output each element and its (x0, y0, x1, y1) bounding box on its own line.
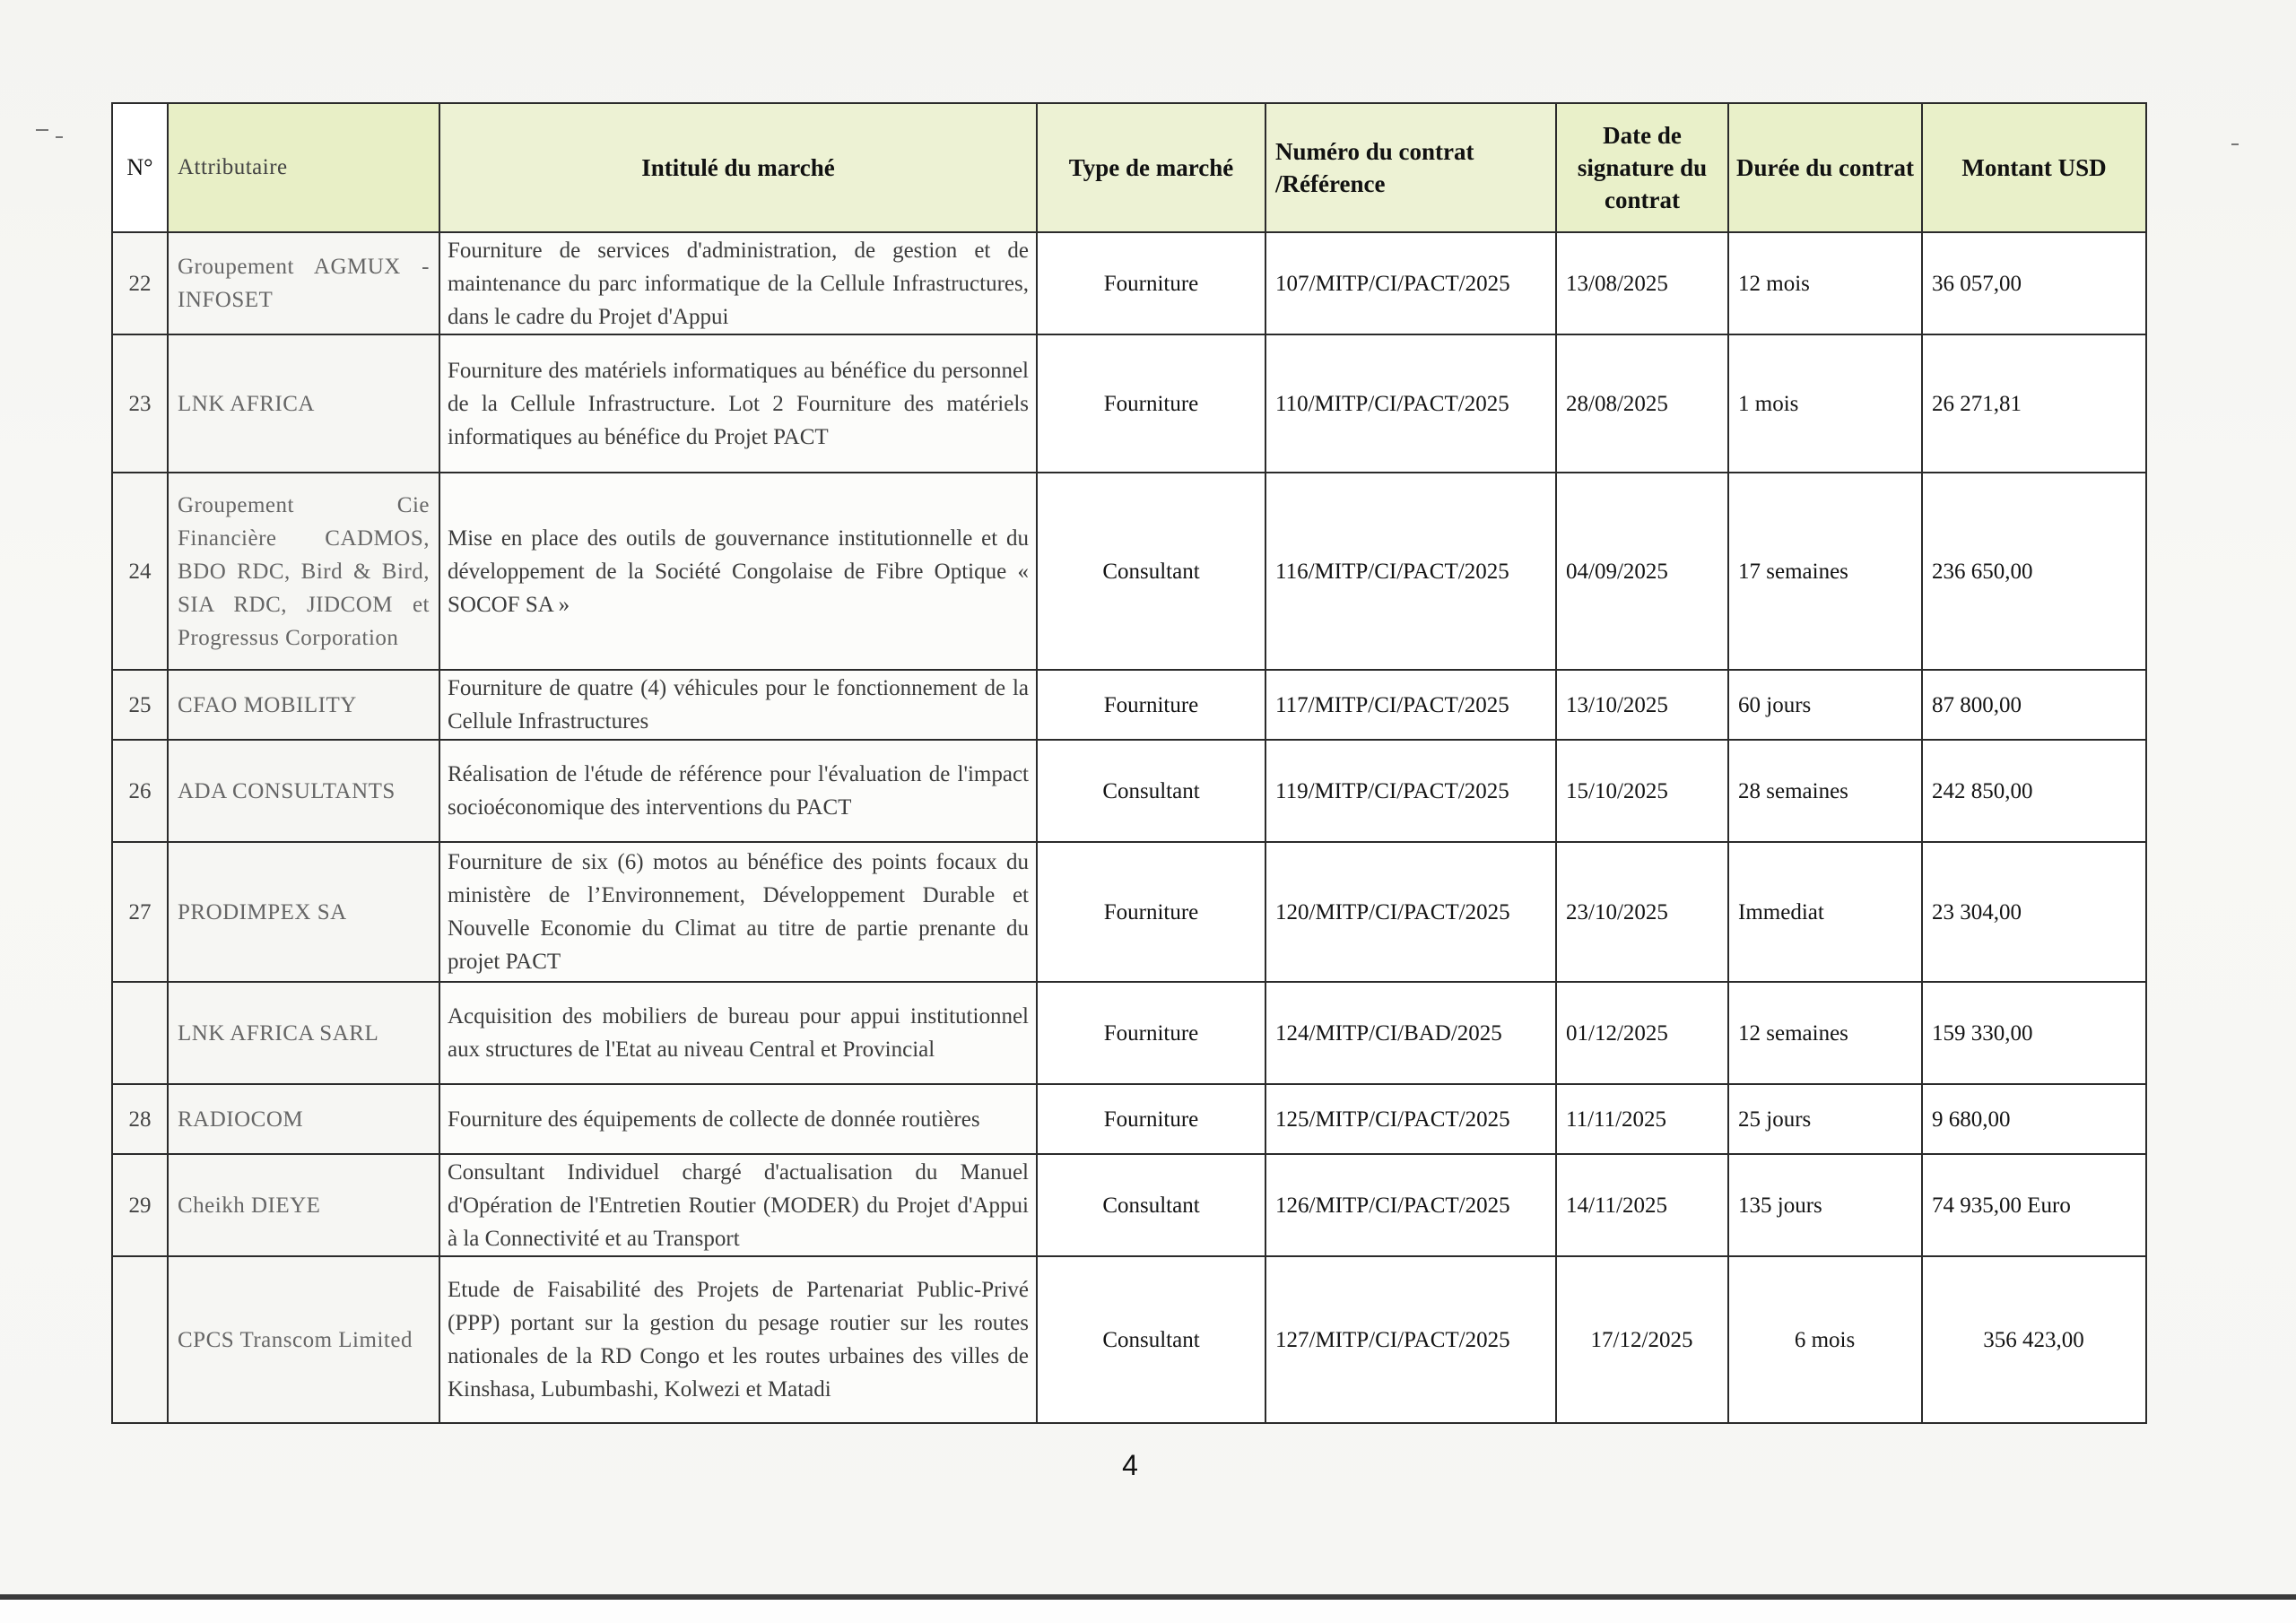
row-duree: 17 semaines (1728, 473, 1922, 670)
row-montant: 236 650,00 (1922, 473, 2146, 670)
row-attributaire: PRODIMPEX SA (168, 842, 439, 982)
row-intitule: Fourniture de six (6) motos au bénéfice des points focaux du ministère de l’Environnement, Développement Durable et Nouvelle Economie du Climat au titre de partie prenante du projet PACT (439, 842, 1037, 982)
row-duree: 12 mois (1728, 232, 1922, 334)
row-montant: 26 271,81 (1922, 334, 2146, 473)
row-montant: 87 800,00 (1922, 670, 2146, 740)
row-date-signature: 13/10/2025 (1556, 670, 1728, 740)
row-date-signature: 13/08/2025 (1556, 232, 1728, 334)
row-intitule: Fourniture des matériels informatiques au bénéfice du personnel de la Cellule Infrastructure. Lot 2 Fourniture des matériels informatiques au bénéfice du Projet PACT (439, 334, 1037, 473)
table-row (112, 1084, 2146, 1154)
contracts-table (111, 102, 2147, 1424)
table-row (112, 473, 2146, 670)
row-duree: 28 semaines (1728, 740, 1922, 842)
table-row (112, 232, 2146, 334)
row-number (112, 982, 168, 1084)
page-number: 4 (1122, 1449, 1138, 1481)
row-type: Fourniture (1037, 232, 1265, 334)
row-intitule: Fourniture des équipements de collecte de donnée routières (439, 1084, 1037, 1154)
row-numero-contrat: 127/MITP/CI/PACT/2025 (1265, 1256, 1556, 1423)
row-intitule: Mise en place des outils de gouvernance institutionnelle et du développement de la Société Congolaise de Fibre Optique « SOCOF SA » (439, 473, 1037, 670)
row-attributaire: Groupement Cie Financière CADMOS, BDO RDC, Bird & Bird, SIA RDC, JIDCOM et Progressus Corporation (168, 473, 439, 670)
row-date-signature: 04/09/2025 (1556, 473, 1728, 670)
scan-bottom-strip (0, 1600, 2296, 1623)
scan-mark (2231, 143, 2239, 145)
row-type: Fourniture (1037, 982, 1265, 1084)
header-montant: Montant USD (1922, 103, 2146, 232)
row-intitule: Réalisation de l'étude de référence pour l'évaluation de l'impact socioéconomique des interventions du PACT (439, 740, 1037, 842)
row-numero-contrat: 126/MITP/CI/PACT/2025 (1265, 1154, 1556, 1256)
row-numero-contrat: 125/MITP/CI/PACT/2025 (1265, 1084, 1556, 1154)
row-type: Fourniture (1037, 670, 1265, 740)
row-attributaire: CPCS Transcom Limited (168, 1256, 439, 1423)
table-row (112, 740, 2146, 842)
header-type: Type de marché (1037, 103, 1265, 232)
row-number: 25 (112, 670, 168, 740)
header-number: N° (112, 103, 168, 232)
row-intitule: Fourniture de quatre (4) véhicules pour le fonctionnement de la Cellule Infrastructures (439, 670, 1037, 740)
row-attributaire: LNK AFRICA SARL (168, 982, 439, 1084)
row-numero-contrat: 110/MITP/CI/PACT/2025 (1265, 334, 1556, 473)
table-row (112, 1154, 2146, 1256)
table-row (112, 670, 2146, 740)
row-number: 28 (112, 1084, 168, 1154)
row-type: Fourniture (1037, 842, 1265, 982)
row-attributaire: CFAO MOBILITY (168, 670, 439, 740)
header-date-signature: Date de signature du contrat (1556, 103, 1728, 232)
row-montant: 74 935,00 Euro (1922, 1154, 2146, 1256)
row-intitule: Acquisition des mobiliers de bureau pour appui institutionnel aux structures de l'Etat au niveau Central et Provincial (439, 982, 1037, 1084)
row-number: 24 (112, 473, 168, 670)
row-montant: 356 423,00 (1922, 1256, 2146, 1423)
row-attributaire: ADA CONSULTANTS (168, 740, 439, 842)
row-intitule: Consultant Individuel chargé d'actualisation du Manuel d'Opération de l'Entretien Routier (MODER) du Projet d'Appui à la Connectivité et au Transport (439, 1154, 1037, 1256)
table-row (112, 842, 2146, 982)
row-numero-contrat: 107/MITP/CI/PACT/2025 (1265, 232, 1556, 334)
row-date-signature: 17/12/2025 (1556, 1256, 1728, 1423)
table-row (112, 334, 2146, 473)
row-intitule: Etude de Faisabilité des Projets de Partenariat Public-Privé (PPP) portant sur la gestion du pesage routier sur les routes nationales de la RD Congo et les routes urbaines des villes de Kinshasa, Lubumbashi, Kolwezi et Matadi (439, 1256, 1037, 1423)
header-attributaire: Attributaire (168, 103, 439, 232)
row-numero-contrat: 124/MITP/CI/BAD/2025 (1265, 982, 1556, 1084)
header-numero-contrat: Numéro du contrat /Référence (1265, 103, 1556, 232)
scan-mark (56, 136, 63, 138)
row-duree: Immediat (1728, 842, 1922, 982)
row-date-signature: 14/11/2025 (1556, 1154, 1728, 1256)
row-attributaire: Groupement AGMUX - INFOSET (168, 232, 439, 334)
row-montant: 9 680,00 (1922, 1084, 2146, 1154)
row-type: Fourniture (1037, 334, 1265, 473)
row-numero-contrat: 117/MITP/CI/PACT/2025 (1265, 670, 1556, 740)
row-date-signature: 23/10/2025 (1556, 842, 1728, 982)
row-number: 22 (112, 232, 168, 334)
header-intitule: Intitulé du marché (439, 103, 1037, 232)
row-montant: 159 330,00 (1922, 982, 2146, 1084)
row-attributaire: RADIOCOM (168, 1084, 439, 1154)
row-numero-contrat: 120/MITP/CI/PACT/2025 (1265, 842, 1556, 982)
row-duree: 1 mois (1728, 334, 1922, 473)
row-numero-contrat: 119/MITP/CI/PACT/2025 (1265, 740, 1556, 842)
row-number: 27 (112, 842, 168, 982)
row-type: Consultant (1037, 1154, 1265, 1256)
row-duree: 60 jours (1728, 670, 1922, 740)
row-number: 29 (112, 1154, 168, 1256)
row-number: 26 (112, 740, 168, 842)
row-type: Consultant (1037, 1256, 1265, 1423)
row-type: Fourniture (1037, 1084, 1265, 1154)
row-date-signature: 15/10/2025 (1556, 740, 1728, 842)
row-number: 23 (112, 334, 168, 473)
row-attributaire: LNK AFRICA (168, 334, 439, 473)
row-attributaire: Cheikh DIEYE (168, 1154, 439, 1256)
row-intitule: Fourniture de services d'administration, de gestion et de maintenance du parc informatique de la Cellule Infrastructures, dans le cadre du Projet d'Appui (439, 232, 1037, 334)
row-numero-contrat: 116/MITP/CI/PACT/2025 (1265, 473, 1556, 670)
row-date-signature: 28/08/2025 (1556, 334, 1728, 473)
row-duree: 135 jours (1728, 1154, 1922, 1256)
row-date-signature: 11/11/2025 (1556, 1084, 1728, 1154)
row-duree: 25 jours (1728, 1084, 1922, 1154)
table-row (112, 982, 2146, 1084)
row-montant: 36 057,00 (1922, 232, 2146, 334)
row-montant: 23 304,00 (1922, 842, 2146, 982)
row-number (112, 1256, 168, 1423)
row-date-signature: 01/12/2025 (1556, 982, 1728, 1084)
table-row (112, 1256, 2146, 1423)
scan-mark (36, 129, 48, 131)
table-header-row (112, 103, 2146, 232)
row-montant: 242 850,00 (1922, 740, 2146, 842)
row-duree: 6 mois (1728, 1256, 1922, 1423)
row-type: Consultant (1037, 740, 1265, 842)
row-type: Consultant (1037, 473, 1265, 670)
row-duree: 12 semaines (1728, 982, 1922, 1084)
header-duree: Durée du contrat (1728, 103, 1922, 232)
